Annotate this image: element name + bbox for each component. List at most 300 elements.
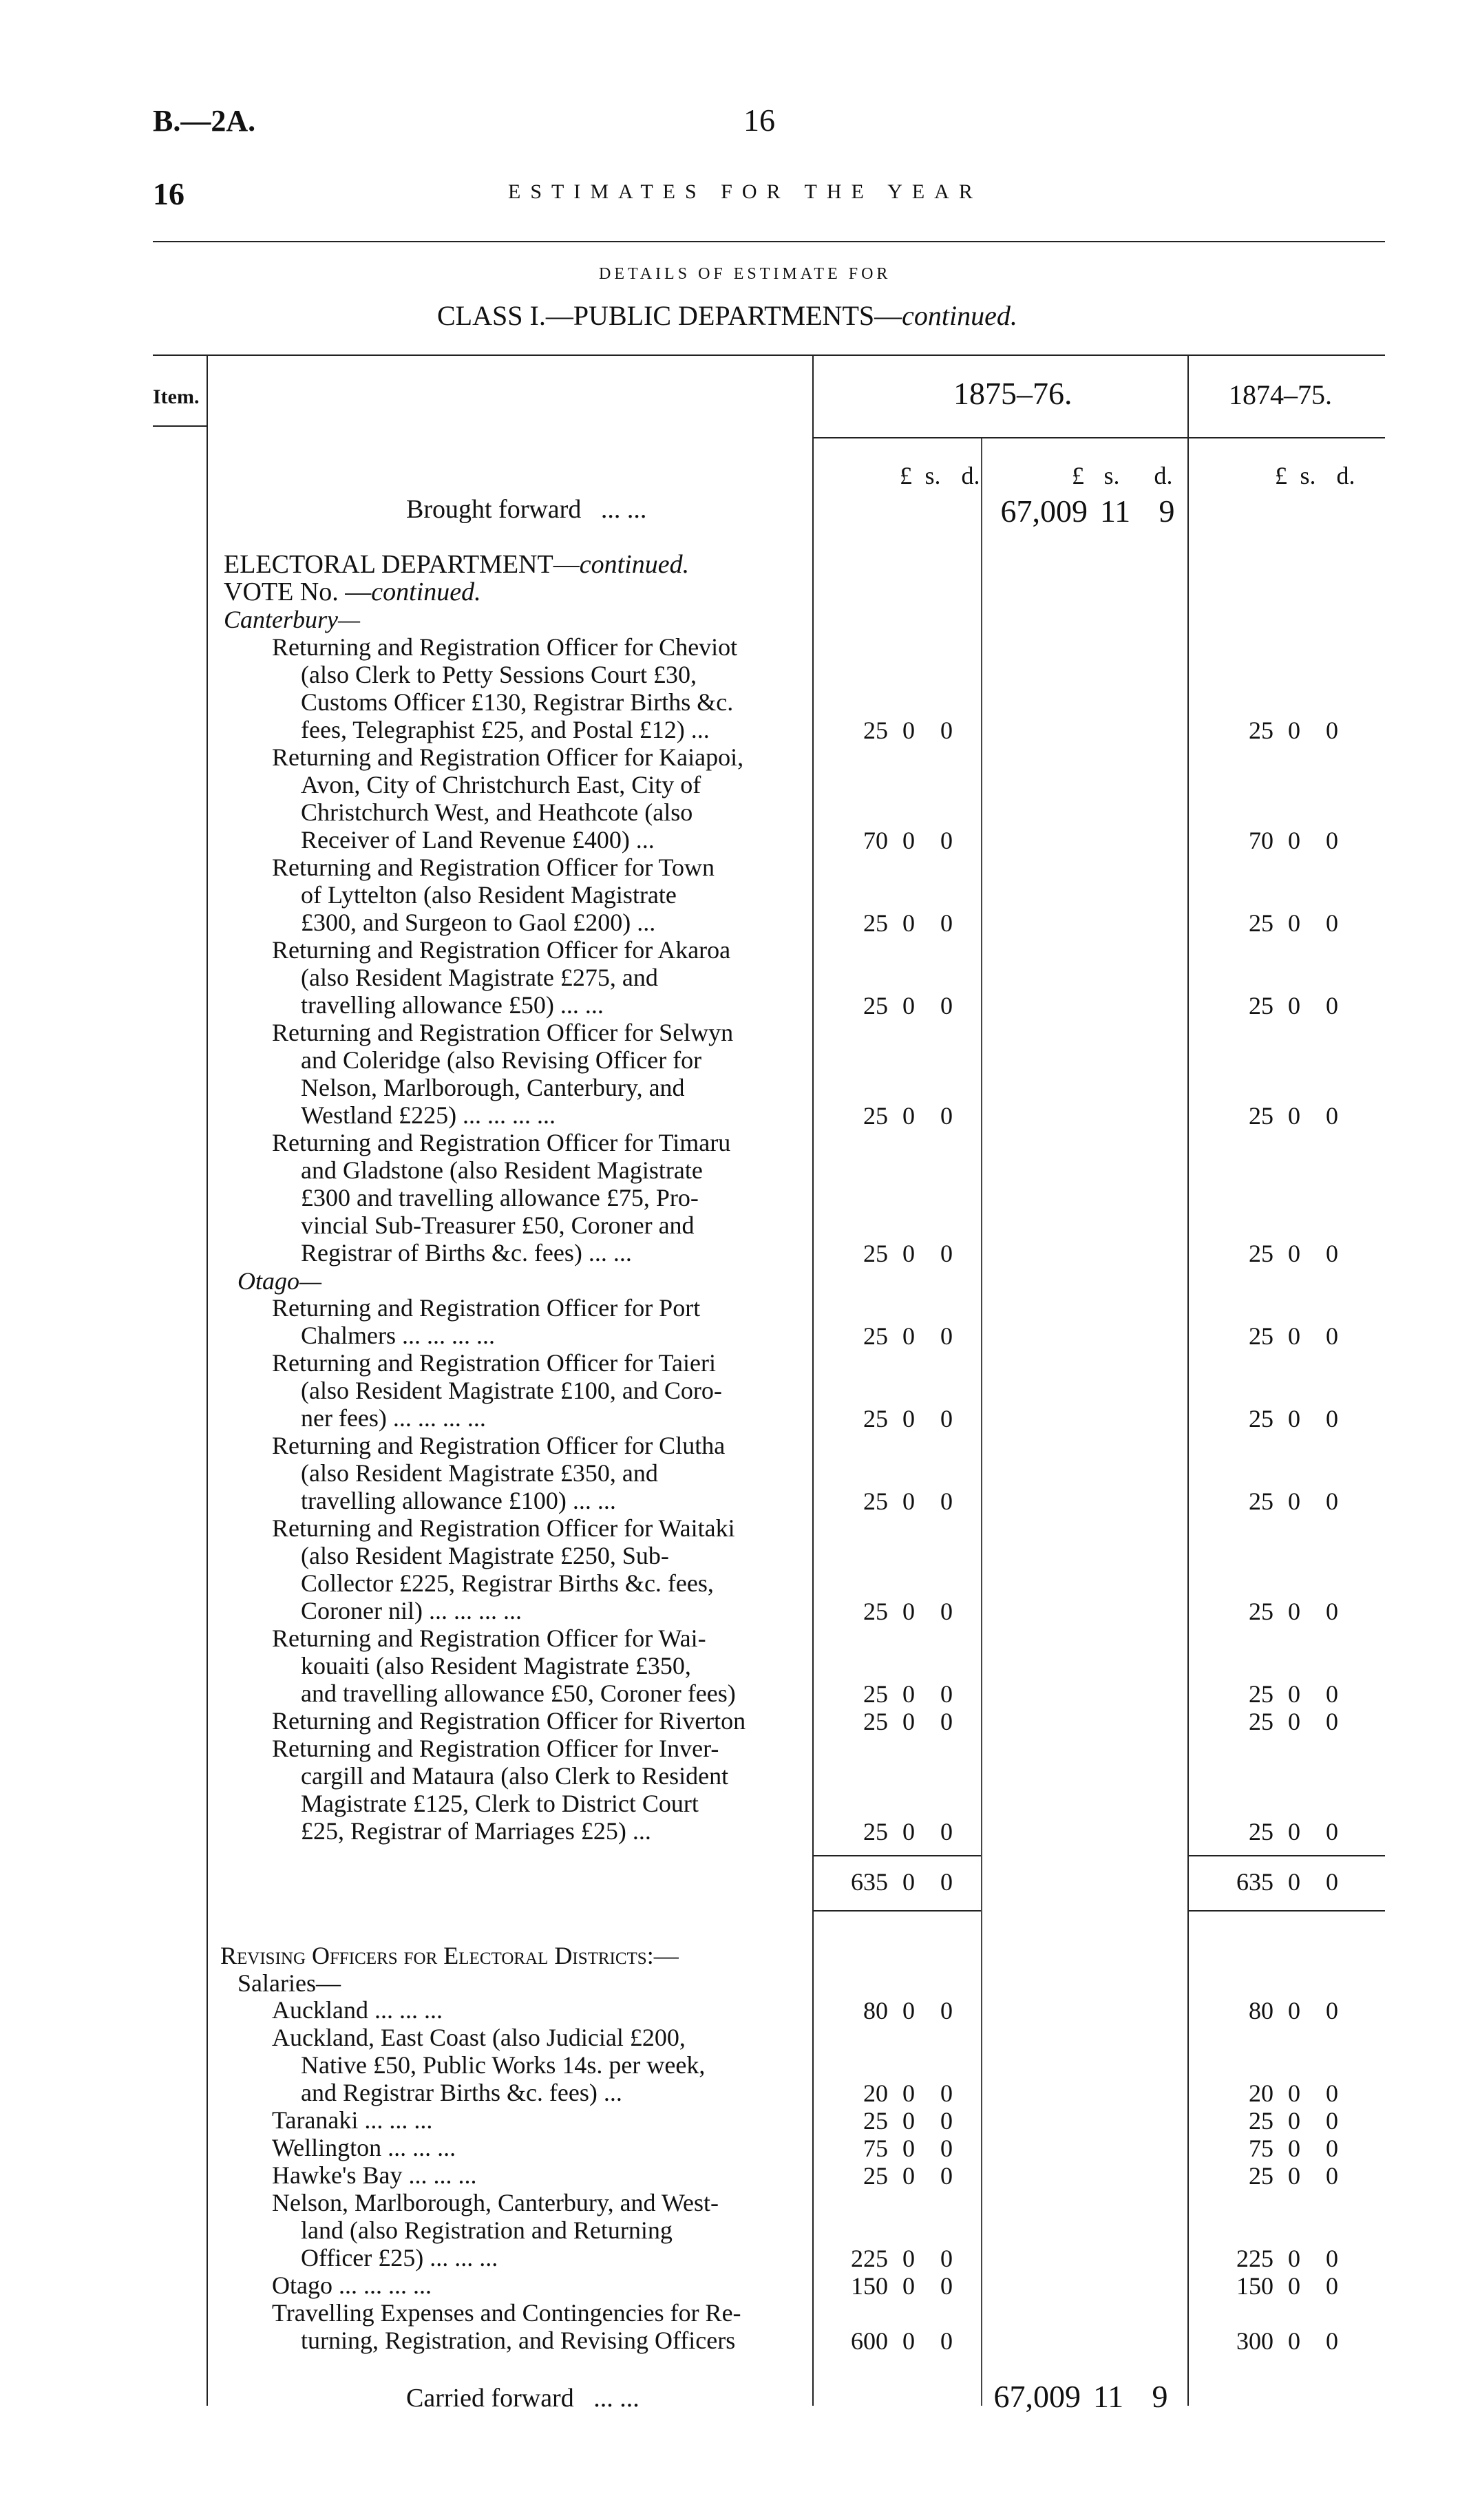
row-line: and Coleridge (also Revising Officer for xyxy=(301,1046,702,1074)
amount-1874-75 xyxy=(1212,1996,1349,2025)
amount-1874-75 xyxy=(1212,1239,1349,1268)
row-description xyxy=(272,1624,857,1707)
pounds: 600 xyxy=(851,2327,888,2355)
row-description xyxy=(272,2024,857,2106)
row-description xyxy=(272,743,857,854)
row-line: Auckland ... ... ... xyxy=(272,1996,443,2024)
section-title xyxy=(224,551,809,578)
pounds: 25 xyxy=(863,992,888,1019)
vote-text: VOTE No. — xyxy=(224,578,372,606)
row-line: Auckland, East Coast (also Judicial £200, xyxy=(272,2024,686,2051)
row-line: (also Resident Magistrate £350, and xyxy=(301,1459,658,1487)
amount-1875-76 xyxy=(826,826,964,855)
region-canterbury: Canterbury— xyxy=(224,606,360,633)
row-line: Magistrate £125, Clerk to District Court xyxy=(301,1790,699,1817)
amount-1875-76 xyxy=(826,1597,964,1626)
pence: 0 xyxy=(940,1997,953,2024)
shillings: 0 xyxy=(1288,909,1300,937)
amount-1874-75 xyxy=(1212,2079,1349,2108)
row-description xyxy=(272,2134,857,2161)
currency-header-current-2 xyxy=(1002,461,1187,490)
subtitle-continued: continued. xyxy=(902,300,1017,331)
row-line: cargill and Mataura (also Clerk to Resident xyxy=(301,1762,729,1790)
pence: 0 xyxy=(940,1322,953,1350)
subtotal-bottom-rule-previous xyxy=(1187,1910,1385,1912)
pence: 0 xyxy=(1326,2272,1338,2300)
row-line: Christchurch West, and Heathcote (also xyxy=(301,798,693,826)
pence: 0 xyxy=(940,2107,953,2135)
pounds: 150 xyxy=(1236,2272,1273,2300)
pounds: 75 xyxy=(863,2135,888,2162)
amount-1874-75 xyxy=(1212,991,1349,1020)
pounds: 25 xyxy=(863,1680,888,1708)
shillings: 0 xyxy=(902,1818,915,1845)
amount-1874-75 xyxy=(1212,1322,1349,1351)
shillings: 0 xyxy=(1288,1322,1300,1350)
year-column-divider xyxy=(1187,354,1189,2406)
pence: 0 xyxy=(1326,1818,1338,1845)
pence: 0 xyxy=(940,1405,953,1432)
document-reference: B.—2A. xyxy=(153,104,256,138)
salaries-heading: Salaries— xyxy=(237,1969,341,1997)
subcolumn-divider xyxy=(981,437,982,2406)
shillings: 0 xyxy=(902,992,915,1019)
shillings: 0 xyxy=(1288,2162,1300,2190)
shillings: 0 xyxy=(902,909,915,937)
row-description xyxy=(272,2299,857,2354)
bf-pounds: 67,009 xyxy=(1000,494,1088,529)
bf-shillings: 11 xyxy=(1099,494,1131,529)
row-line: Returning and Registration Officer for Port xyxy=(272,1294,701,1322)
subtotal-shillings: 0 xyxy=(902,1868,915,1896)
amount-1875-76 xyxy=(826,1322,964,1351)
shillings: 0 xyxy=(902,1997,915,2024)
subtotal-bottom-rule-current xyxy=(812,1910,981,1912)
pounds: 25 xyxy=(863,909,888,937)
pounds: 25 xyxy=(863,1405,888,1432)
row-line: Returning and Registration Officer for Waitaki xyxy=(272,1514,735,1542)
shilling-header: s. xyxy=(1300,462,1316,489)
pounds: 25 xyxy=(1249,1487,1273,1515)
page-number-center: 16 xyxy=(743,103,775,138)
pounds: 25 xyxy=(1249,1708,1273,1735)
cf-shillings: 11 xyxy=(1092,2379,1124,2414)
row-line: (also Resident Magistrate £250, Sub- xyxy=(301,1542,669,1569)
pounds: 25 xyxy=(1249,1240,1273,1267)
carried-forward-text: Carried forward xyxy=(406,2384,574,2413)
row-line: Customs Officer £130, Registrar Births &c. xyxy=(301,688,734,716)
subtotal-previous xyxy=(1212,1867,1349,1896)
pence-header: d. xyxy=(1154,462,1173,489)
subtotal-rule-current xyxy=(812,1855,981,1856)
row-description xyxy=(272,1996,857,2024)
row-description xyxy=(272,2161,857,2189)
amount-1875-76 xyxy=(826,1404,964,1433)
shillings: 0 xyxy=(1288,1708,1300,1735)
shillings: 0 xyxy=(902,1240,915,1267)
row-line: and Gladstone (also Resident Magistrate xyxy=(301,1156,703,1184)
pence: 0 xyxy=(940,2327,953,2355)
row-line: Returning and Registration Officer for Timaru xyxy=(272,1129,731,1156)
pounds: 70 xyxy=(1249,827,1273,854)
section-revising-officers: Revising Officers for Electoral Districts:— xyxy=(220,1942,679,1969)
amount-1875-76 xyxy=(826,1487,964,1516)
shillings: 0 xyxy=(1288,2107,1300,2135)
shillings: 0 xyxy=(1288,2272,1300,2300)
amount-1874-75 xyxy=(1212,2106,1349,2135)
pence: 0 xyxy=(1326,2327,1338,2355)
pound-header: £ xyxy=(900,462,912,489)
subtotal-pounds: 635 xyxy=(1236,1868,1273,1896)
amount-1874-75 xyxy=(1212,1680,1349,1708)
pounds: 25 xyxy=(863,1818,888,1845)
pence: 0 xyxy=(1326,1708,1338,1735)
currency-header-previous xyxy=(1225,461,1363,490)
shillings: 0 xyxy=(902,1708,915,1735)
cf-pounds: 67,009 xyxy=(993,2379,1081,2414)
brought-forward-text: Brought forward xyxy=(406,495,582,524)
section-title-text: ELECTORAL DEPARTMENT— xyxy=(224,550,580,579)
shillings: 0 xyxy=(1288,1487,1300,1515)
pence: 0 xyxy=(940,2272,953,2300)
amount-1875-76 xyxy=(826,991,964,1020)
subtitle-text: CLASS I.—PUBLIC DEPARTMENTS— xyxy=(437,300,902,331)
row-description xyxy=(272,633,857,743)
section-title-continued: continued. xyxy=(579,550,690,579)
amount-1875-76 xyxy=(826,1239,964,1268)
subtotal-rule-previous xyxy=(1187,1855,1385,1856)
amount-1875-76 xyxy=(826,716,964,745)
amount-1875-76 xyxy=(826,2272,964,2300)
column-year-current: 1875–76. xyxy=(953,376,1072,411)
column-item-header: Item. xyxy=(153,385,200,408)
pounds: 25 xyxy=(1249,2107,1273,2135)
pence: 0 xyxy=(940,827,953,854)
row-line: turning, Registration, and Revising Officers xyxy=(301,2327,736,2354)
shillings: 0 xyxy=(1288,1598,1300,1625)
row-line: Hawke's Bay ... ... ... xyxy=(272,2161,477,2189)
amount-1874-75 xyxy=(1212,1707,1349,1736)
row-line: vincial Sub-Treasurer £50, Coroner and xyxy=(301,1211,695,1239)
item-header-rule xyxy=(153,425,208,427)
pence: 0 xyxy=(940,992,953,1019)
row-line: fees, Telegraphist £25, and Postal £12) ... xyxy=(301,716,710,743)
year-header-rule xyxy=(812,437,1385,438)
row-line: Wellington ... ... ... xyxy=(272,2134,456,2161)
amount-1875-76 xyxy=(826,1680,964,1708)
pounds: 25 xyxy=(1249,1680,1273,1708)
amount-1874-75 xyxy=(1212,909,1349,938)
brought-forward-amount xyxy=(984,493,1191,529)
row-line: Returning and Registration Officer for Taieri xyxy=(272,1349,716,1377)
subtotal-pence: 0 xyxy=(1326,1868,1338,1896)
pence: 0 xyxy=(1326,2162,1338,2190)
amount-1875-76 xyxy=(826,2134,964,2163)
pence: 0 xyxy=(940,1818,953,1845)
page-number: 16 xyxy=(153,176,184,211)
subtotal-current xyxy=(826,1867,964,1896)
pounds: 25 xyxy=(1249,1322,1273,1350)
shillings: 0 xyxy=(902,2107,915,2135)
row-line: of Lyttelton (also Resident Magistrate xyxy=(301,881,677,909)
amount-1875-76 xyxy=(826,909,964,938)
shillings: 0 xyxy=(902,1322,915,1350)
shillings: 0 xyxy=(1288,2135,1300,2162)
pence: 0 xyxy=(1326,1102,1338,1130)
row-line: Otago ... ... ... ... xyxy=(272,2272,432,2299)
section-electoral xyxy=(224,551,809,633)
pounds: 25 xyxy=(1249,2162,1273,2190)
row-line: kouaiti (also Resident Magistrate £350, xyxy=(301,1652,691,1680)
row-line: Avon, City of Christchurch East, City of xyxy=(301,771,701,798)
row-description xyxy=(272,1294,857,1349)
row-line: travelling allowance £100) ... ... xyxy=(301,1487,616,1514)
pounds: 25 xyxy=(863,1598,888,1625)
amount-1875-76 xyxy=(826,2161,964,2190)
subtotal-shillings: 0 xyxy=(1288,1868,1300,1896)
shillings: 0 xyxy=(902,827,915,854)
row-line: Returning and Registration Officer for Riverton xyxy=(272,1707,746,1735)
pence-header: d. xyxy=(961,462,980,489)
amount-1875-76 xyxy=(826,1996,964,2025)
pence: 0 xyxy=(1326,992,1338,1019)
row-description xyxy=(272,1019,857,1129)
row-line: Chalmers ... ... ... ... xyxy=(301,1322,495,1349)
amount-1874-75 xyxy=(1212,2134,1349,2163)
pence-header: d. xyxy=(1336,462,1355,489)
pence: 0 xyxy=(1326,1598,1338,1625)
row-line: £25, Registrar of Marriages £25) ... xyxy=(301,1817,651,1845)
pounds: 25 xyxy=(863,2162,888,2190)
amount-1874-75 xyxy=(1212,826,1349,855)
shillings: 0 xyxy=(902,2079,915,2107)
row-line: Nelson, Marlborough, Canterbury, and West- xyxy=(272,2189,719,2216)
shillings: 0 xyxy=(902,1102,915,1130)
row-line: (also Clerk to Petty Sessions Court £30, xyxy=(301,661,697,688)
pence: 0 xyxy=(940,1487,953,1515)
row-line: Travelling Expenses and Contingencies for Re- xyxy=(272,2299,741,2327)
pounds: 20 xyxy=(1249,2079,1273,2107)
pence: 0 xyxy=(940,2079,953,2107)
row-description xyxy=(272,1735,857,1845)
shilling-header: s. xyxy=(924,462,941,489)
pounds: 25 xyxy=(863,1240,888,1267)
amount-1875-76 xyxy=(826,1817,964,1846)
row-line: Returning and Registration Officer for Wai- xyxy=(272,1624,706,1652)
region-otago: Otago— xyxy=(237,1267,322,1295)
pounds: 150 xyxy=(851,2272,888,2300)
row-line: travelling allowance £50) ... ... xyxy=(301,991,604,1019)
pounds: 25 xyxy=(863,1102,888,1130)
pound-header: £ xyxy=(1275,462,1287,489)
amount-1874-75 xyxy=(1212,1404,1349,1433)
carried-forward-amount xyxy=(977,2378,1184,2415)
row-line: (also Resident Magistrate £100, and Coro- xyxy=(301,1377,722,1404)
pence: 0 xyxy=(1326,827,1338,854)
item-column-divider xyxy=(207,354,208,2406)
pounds: 80 xyxy=(1249,1997,1273,2024)
shilling-header: s. xyxy=(1103,462,1120,489)
shillings: 0 xyxy=(902,1487,915,1515)
amount-1874-75 xyxy=(1212,2327,1349,2355)
shillings: 0 xyxy=(1288,1405,1300,1432)
pounds: 70 xyxy=(863,827,888,854)
amount-1875-76 xyxy=(826,2079,964,2108)
pounds: 75 xyxy=(1249,2135,1273,2162)
shillings: 0 xyxy=(902,2327,915,2355)
row-line: (also Resident Magistrate £275, and xyxy=(301,964,658,991)
pence: 0 xyxy=(1326,2135,1338,2162)
row-description xyxy=(272,854,857,936)
shillings: 0 xyxy=(902,2272,915,2300)
row-line: Returning and Registration Officer for Town xyxy=(272,854,715,881)
pence: 0 xyxy=(1326,909,1338,937)
column-year-previous: 1874–75. xyxy=(1229,379,1332,410)
row-line: Officer £25) ... ... ... xyxy=(301,2244,498,2272)
brought-forward-label xyxy=(406,494,646,525)
carried-forward-label xyxy=(406,2383,639,2413)
pence: 0 xyxy=(940,2135,953,2162)
amount-1874-75 xyxy=(1212,1101,1349,1130)
row-description xyxy=(272,1349,857,1432)
amount-1875-76 xyxy=(826,2244,964,2273)
pence: 0 xyxy=(940,2162,953,2190)
pounds: 25 xyxy=(1249,1405,1273,1432)
pounds: 25 xyxy=(863,1708,888,1735)
leader-dots: ... ... xyxy=(593,2384,639,2413)
row-line: Nelson, Marlborough, Canterbury, and xyxy=(301,1074,685,1101)
pounds: 225 xyxy=(851,2245,888,2272)
pence: 0 xyxy=(940,909,953,937)
shillings: 0 xyxy=(1288,992,1300,1019)
subtitle-small: DETAILS OF ESTIMATE FOR xyxy=(599,265,891,283)
row-description xyxy=(272,936,857,1019)
row-line: Taranaki ... ... ... xyxy=(272,2106,433,2134)
pence: 0 xyxy=(940,1102,953,1130)
pence: 0 xyxy=(940,2245,953,2272)
shillings: 0 xyxy=(1288,827,1300,854)
pounds: 300 xyxy=(1236,2327,1273,2355)
amount-1874-75 xyxy=(1212,716,1349,745)
shillings: 0 xyxy=(1288,1102,1300,1130)
pounds: 25 xyxy=(1249,717,1273,744)
pounds: 25 xyxy=(1249,1818,1273,1845)
pounds: 25 xyxy=(1249,1102,1273,1130)
pounds: 225 xyxy=(1236,2245,1273,2272)
row-description xyxy=(272,1514,857,1624)
amount-1874-75 xyxy=(1212,2244,1349,2273)
row-line: Receiver of Land Revenue £400) ... xyxy=(301,826,655,854)
row-line: Westland £225) ... ... ... ... xyxy=(301,1101,556,1129)
amount-1874-75 xyxy=(1212,1597,1349,1626)
pence: 0 xyxy=(1326,2107,1338,2135)
subtotal-pence: 0 xyxy=(940,1868,953,1896)
currency-header-current-1 xyxy=(850,461,988,490)
row-line: Returning and Registration Officer for Cheviot xyxy=(272,633,738,661)
row-line: Returning and Registration Officer for Selwyn xyxy=(272,1019,734,1046)
shillings: 0 xyxy=(1288,2245,1300,2272)
pounds: 25 xyxy=(863,2107,888,2135)
shillings: 0 xyxy=(902,1405,915,1432)
pounds: 25 xyxy=(1249,992,1273,1019)
pence: 0 xyxy=(1326,2079,1338,2107)
amount-1875-76 xyxy=(826,1101,964,1130)
table-top-rule xyxy=(153,354,1385,356)
shillings: 0 xyxy=(1288,1680,1300,1708)
amount-1874-75 xyxy=(1212,2272,1349,2300)
pounds: 25 xyxy=(1249,1598,1273,1625)
shillings: 0 xyxy=(1288,1240,1300,1267)
pounds: 80 xyxy=(863,1997,888,2024)
amount-1874-75 xyxy=(1212,1817,1349,1846)
row-description xyxy=(272,1129,857,1267)
pence: 0 xyxy=(1326,1240,1338,1267)
row-line: Returning and Registration Officer for Clutha xyxy=(272,1432,726,1459)
row-description xyxy=(272,1432,857,1514)
amount-1875-76 xyxy=(826,2106,964,2135)
pence: 0 xyxy=(940,1598,953,1625)
row-description xyxy=(272,1707,857,1735)
row-description xyxy=(272,2189,857,2272)
amount-1875-76 xyxy=(826,2327,964,2355)
header-rule xyxy=(153,241,1385,242)
pounds: 25 xyxy=(863,1487,888,1515)
row-line: Collector £225, Registrar Births &c. fees, xyxy=(301,1569,714,1597)
amount-1875-76 xyxy=(826,1707,964,1736)
pence: 0 xyxy=(1326,1322,1338,1350)
pounds: 20 xyxy=(863,2079,888,2107)
pounds: 25 xyxy=(1249,909,1273,937)
row-line: and travelling allowance £50, Coroner fees) xyxy=(301,1680,736,1707)
vote-continued: continued. xyxy=(371,578,481,606)
shillings: 0 xyxy=(1288,717,1300,744)
shillings: 0 xyxy=(902,2162,915,2190)
amount-1874-75 xyxy=(1212,2161,1349,2190)
pence: 0 xyxy=(940,1680,953,1708)
shillings: 0 xyxy=(1288,1997,1300,2024)
pence: 0 xyxy=(1326,1487,1338,1515)
pence: 0 xyxy=(940,1240,953,1267)
pence: 0 xyxy=(1326,717,1338,744)
row-description xyxy=(272,2106,857,2134)
row-line: Registrar of Births &c. fees) ... ... xyxy=(301,1239,632,1267)
shillings: 0 xyxy=(1288,1818,1300,1845)
row-line: ner fees) ... ... ... ... xyxy=(301,1404,486,1432)
leader-dots: ... ... xyxy=(600,495,647,524)
shillings: 0 xyxy=(902,1598,915,1625)
row-line: £300 and travelling allowance £75, Pro- xyxy=(301,1184,699,1211)
pence: 0 xyxy=(940,717,953,744)
shillings: 0 xyxy=(1288,2327,1300,2355)
pound-header: £ xyxy=(1072,462,1084,489)
shillings: 0 xyxy=(902,717,915,744)
row-line: land (also Registration and Returning xyxy=(301,2216,673,2244)
bf-pence: 9 xyxy=(1159,494,1175,529)
pounds: 25 xyxy=(863,717,888,744)
shillings: 0 xyxy=(902,2245,915,2272)
subtitle-main xyxy=(437,299,1017,332)
running-title: ESTIMATES FOR THE YEAR xyxy=(508,180,982,203)
pence: 0 xyxy=(1326,1997,1338,2024)
pence: 0 xyxy=(1326,2245,1338,2272)
row-line: £300, and Surgeon to Gaol £200) ... xyxy=(301,909,656,936)
row-description xyxy=(272,2272,857,2299)
row-line: Returning and Registration Officer for Kaiapoi, xyxy=(272,743,744,771)
shillings: 0 xyxy=(902,1680,915,1708)
pence: 0 xyxy=(1326,1405,1338,1432)
row-line: Returning and Registration Officer for Akaroa xyxy=(272,936,731,964)
shillings: 0 xyxy=(1288,2079,1300,2107)
